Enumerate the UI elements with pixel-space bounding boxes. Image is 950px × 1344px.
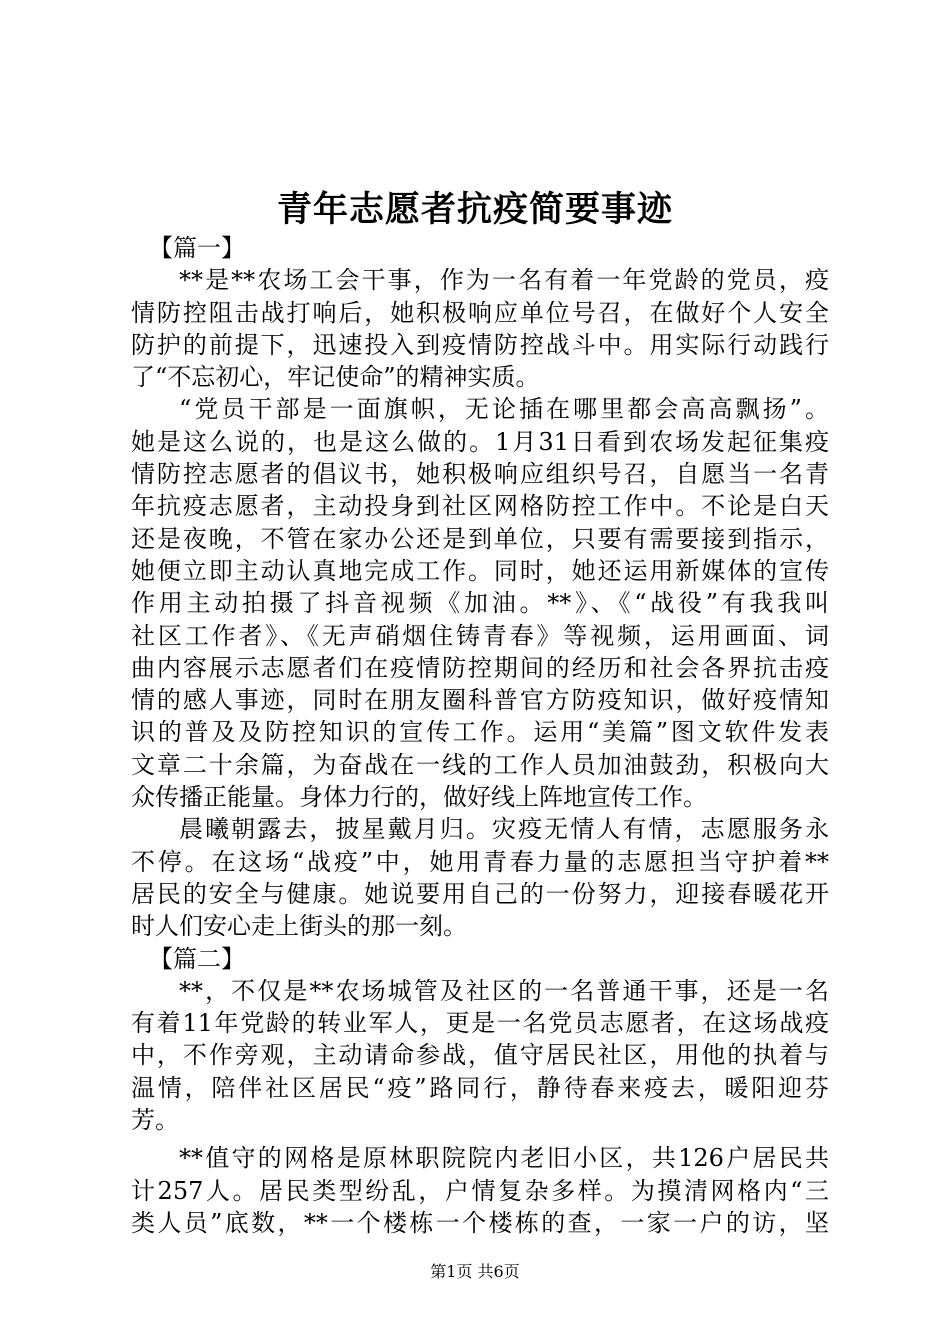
paragraph: [131, 975, 829, 1136]
text-line: 她是这么说的，也是这么做的。1月31日看到农场发起征集疫: [131, 427, 829, 456]
text-line: 她便立即主动认真地完成工作。同时，她还运用新媒体的宣传: [131, 556, 829, 585]
document-body: [131, 232, 829, 1239]
text-line: 中，不作旁观，主动请命参战，值守居民社区，用他的执着与: [131, 1041, 829, 1070]
text-line: 情的感人事迹，同时在朋友圈科普官方防疫知识，做好疫情知: [131, 686, 829, 715]
paragraph: [131, 393, 829, 813]
text-line: 晨曦朝露去，披星戴月归。灾疫无情人有情，志愿服务永: [179, 815, 829, 844]
text-line: 曲内容展示志愿者们在疫情防控期间的经历和社会各界抗击疫: [131, 653, 829, 682]
text-line: 不停。在这场“战疫”中，她用青春力量的志愿担当守护着**: [131, 847, 829, 876]
text-line: 文章二十余篇，为奋战在一线的工作人员加油鼓劲，积极向大: [131, 750, 829, 779]
document-title: 青年志愿者抗疫简要事迹: [276, 189, 673, 230]
text-line: 了“不忘初心，牢记使命”的精神实质。: [131, 363, 540, 392]
page-footer: 第1页 共6页: [430, 1262, 520, 1281]
text-line: **是**农场工会干事，作为一名有着一年党龄的党员，疫: [179, 266, 829, 295]
text-line: **，不仅是**农场城管及社区的一名普通干事，还是一名: [179, 976, 829, 1005]
text-line: 居民的安全与健康。她说要用自己的一份努力，迎接春暖花开: [131, 879, 829, 908]
paragraph: [131, 813, 829, 942]
text-line: 计257人。居民类型纷乱，户情复杂多样。为摸清网格内“三: [131, 1176, 829, 1205]
text-line: 有着11年党龄的转业军人，更是一名党员志愿者，在这场战疫: [131, 1009, 829, 1038]
text-line: 作用主动拍摄了抖音视频《加油。**》、《“战役”有我我叫: [131, 589, 829, 618]
section-heading: 【篇一】: [149, 234, 245, 262]
text-line: 防护的前提下，迅速投入到疫情防控战斗中。用实际行动践行: [131, 330, 829, 359]
text-line: 还是夜晚，不管在家办公还是到单位，只要有需要接到指示，: [131, 524, 829, 553]
text-line: 年抗疫志愿者，主动投身到社区网格防控工作中。不论是白天: [131, 492, 829, 521]
text-line: 众传播正能量。身体力行的，做好线上阵地宣传工作。: [131, 783, 707, 812]
text-line: 芳。: [131, 1106, 179, 1135]
text-line: 情防控阻击战打响后，她积极响应单位号召，在做好个人安全: [131, 298, 829, 327]
text-line: **值守的网格是原林职院院内老旧小区，共126户居民共: [179, 1144, 829, 1173]
text-line: 温情，陪伴社区居民“疫”路同行，静待春来疫去，暖阳迎芬: [131, 1073, 829, 1102]
section-heading: 【篇二】: [149, 944, 245, 973]
text-line: 时人们安心走上街头的那一刻。: [131, 912, 467, 941]
text-line: “党员干部是一面旗帜，无论插在哪里都会高高飘扬”。: [179, 395, 829, 424]
text-line: 类人员”底数，**一个楼栋一个楼栋的查，一家一户的访，坚: [131, 1208, 829, 1237]
text-line: 情防控志愿者的倡议书，她积极响应组织号召，自愿当一名青: [131, 460, 829, 489]
paragraph: [131, 1142, 829, 1239]
paragraph: [131, 264, 829, 393]
text-line: 识的普及及防控知识的宣传工作。运用“美篇”图文软件发表: [131, 718, 829, 747]
text-line: 社区工作者》、《无声硝烟住铸青春》等视频，运用画面、词: [131, 621, 829, 650]
